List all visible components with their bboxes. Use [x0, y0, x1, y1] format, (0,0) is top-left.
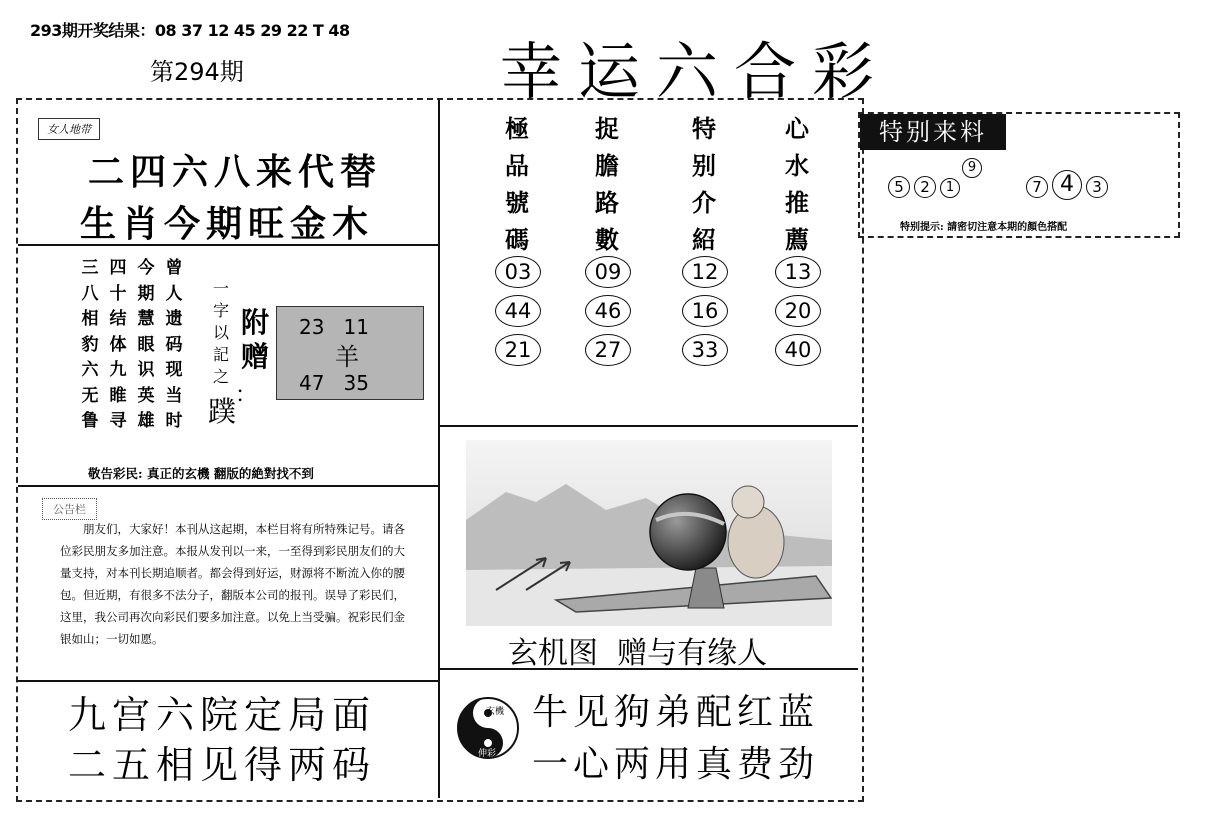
poem-char: 英 — [137, 385, 155, 406]
poem-char: 体 — [109, 334, 127, 355]
main-title: 幸运六合彩 — [500, 35, 891, 108]
poem-char: 期 — [137, 283, 155, 304]
special-num-5: 7 — [1026, 176, 1048, 198]
divider-left-2 — [18, 485, 438, 487]
poem-char: 时 — [165, 411, 183, 431]
poem-char: 六 — [81, 360, 99, 380]
middle-bottom-line1: 牛见狗弟配红蓝 — [532, 692, 820, 733]
number-ball: 09 — [585, 256, 631, 288]
yinyang-label-2: 伸彩 — [478, 749, 497, 759]
dog-head — [732, 486, 764, 518]
number-ball: 16 — [682, 295, 728, 327]
column-title-char: 特 — [692, 114, 716, 143]
notice-paragraph: 朋友们，大家好！本刊从这起期，本栏目将有所特殊记号。请各位彩民朋友多加注意。本报从发刊以一来，一至得到彩民朋友们的大量支持，对本刊长期追顺者。都会得到好运，财源将不断流入你的腰包。但近期，有很多不法分子，翻版本公司的报刊。误导了彩民们，这里，我公司再次向彩民们要多加注意。以免上当受骗。祝彩民们金银如山；一切如愿。 — [60, 522, 405, 646]
poem-char: 码 — [165, 334, 183, 355]
left-top-line2: 生肖今期旺金木 — [80, 203, 375, 245]
special-numbers — [888, 158, 1168, 208]
poem-char: 八 — [81, 283, 99, 304]
side-big-char: 蹼 — [208, 395, 237, 428]
notice-tag: 公告栏 — [42, 498, 97, 520]
special-num-3: 1 — [940, 178, 960, 198]
number-ball: 12 — [682, 256, 728, 288]
number-ball: 20 — [775, 295, 821, 327]
number-ball: 44 — [495, 295, 541, 327]
poem-char: 结 — [109, 309, 127, 329]
number-ball: 33 — [682, 334, 728, 366]
side-text: 一字以記之 — [212, 279, 229, 386]
big-ball — [650, 494, 726, 570]
number-ball: 13 — [775, 256, 821, 288]
gift-box-bot: 47 35 — [299, 371, 369, 395]
number-ball: 27 — [585, 334, 631, 366]
column-title-char: 薦 — [785, 225, 809, 254]
special-num-6: 4 — [1052, 170, 1082, 200]
special-banner: 特别来料 — [860, 114, 1006, 150]
poem-char: 三 — [81, 258, 99, 278]
poem-char: 豹 — [81, 334, 99, 355]
divider-left-3 — [18, 680, 438, 682]
column-title-char: 碼 — [505, 225, 529, 254]
last-results-line: 293期开奖结果：08 37 12 45 29 22 T 48 — [30, 21, 350, 40]
poem-char: 无 — [81, 385, 99, 406]
mystery-picture-svg — [466, 440, 832, 626]
poem-column-1 — [76, 256, 104, 435]
poem-char: 相 — [81, 309, 99, 329]
poem-char: 识 — [137, 360, 155, 380]
column-title-char: 號 — [505, 188, 529, 217]
gift-box — [276, 306, 424, 400]
yinyang-label-1: 玄機 — [486, 707, 505, 717]
left-bottom-line2: 二五相见得两码 — [68, 743, 377, 787]
left-bottom-line1: 九宫六院定局面 — [68, 693, 377, 737]
special-num-7: 3 — [1086, 176, 1108, 198]
column-title-char: 數 — [595, 225, 619, 254]
column-title-char: 品 — [505, 151, 529, 180]
column-title-char: 捉 — [595, 114, 619, 143]
left-top-line1: 二四六八来代替 — [88, 151, 383, 193]
special-tip: 特别提示: 請密切注意本期的顏色搭配 — [900, 222, 1068, 233]
gift-box-mid: 羊 — [335, 343, 359, 371]
middle-bottom-line2: 一心两用真费劲 — [532, 744, 820, 785]
column-title-char: 路 — [595, 188, 619, 217]
poem-char: 今 — [137, 258, 155, 278]
divider-mid-1 — [440, 425, 858, 427]
special-num-1: 5 — [888, 176, 910, 198]
special-num-2: 2 — [914, 176, 936, 198]
issue-number: 第294期 — [150, 58, 244, 86]
poem-char: 人 — [165, 283, 183, 304]
gift-box-top: 23 11 — [299, 315, 369, 339]
poem-char: 眼 — [137, 334, 155, 355]
fuzeng-label: 附赠 — [240, 306, 269, 373]
poem-char: 寻 — [109, 411, 127, 431]
poem-char: 十 — [109, 283, 127, 304]
poem-column-3 — [132, 256, 160, 435]
poem-char: 曾 — [165, 258, 183, 278]
column-title-char: 心 — [785, 114, 809, 143]
poem-char: 睢 — [109, 385, 127, 406]
poem-char: 现 — [165, 360, 183, 380]
column-title-char: 水 — [785, 151, 809, 180]
column-title-char: 膽 — [595, 151, 619, 180]
side-colon: ： — [235, 383, 258, 408]
number-ball: 46 — [585, 295, 631, 327]
number-ball: 21 — [495, 334, 541, 366]
poem-char: 雄 — [137, 411, 155, 431]
number-ball: 40 — [775, 334, 821, 366]
warning-note: 敬告彩民: 真正的玄機 翻版的絶對找不到 — [88, 466, 314, 481]
poem-char: 当 — [165, 385, 183, 406]
column-title-char: 推 — [785, 188, 809, 217]
women-zone-tag: 女人地带 — [38, 118, 100, 140]
column-title-char: 紹 — [692, 225, 716, 254]
number-ball: 03 — [495, 256, 541, 288]
dog-body — [728, 506, 784, 578]
poem-char: 四 — [109, 258, 127, 278]
poem-char: 慧 — [137, 309, 155, 329]
column-title-char: 介 — [692, 188, 716, 217]
column-title-char: 極 — [505, 114, 529, 143]
picture-caption: 玄机图 赠与有缘人 — [508, 636, 768, 671]
special-num-4: 9 — [962, 158, 982, 178]
poem-column-4 — [160, 256, 188, 435]
poem-char: 九 — [109, 360, 127, 380]
poem-char: 鲁 — [81, 411, 99, 431]
poem-char: 遗 — [165, 309, 183, 329]
divider-left-mid — [438, 100, 440, 798]
mystery-picture — [466, 440, 832, 626]
poem-column-2 — [104, 256, 132, 435]
column-title-char: 别 — [692, 151, 716, 180]
